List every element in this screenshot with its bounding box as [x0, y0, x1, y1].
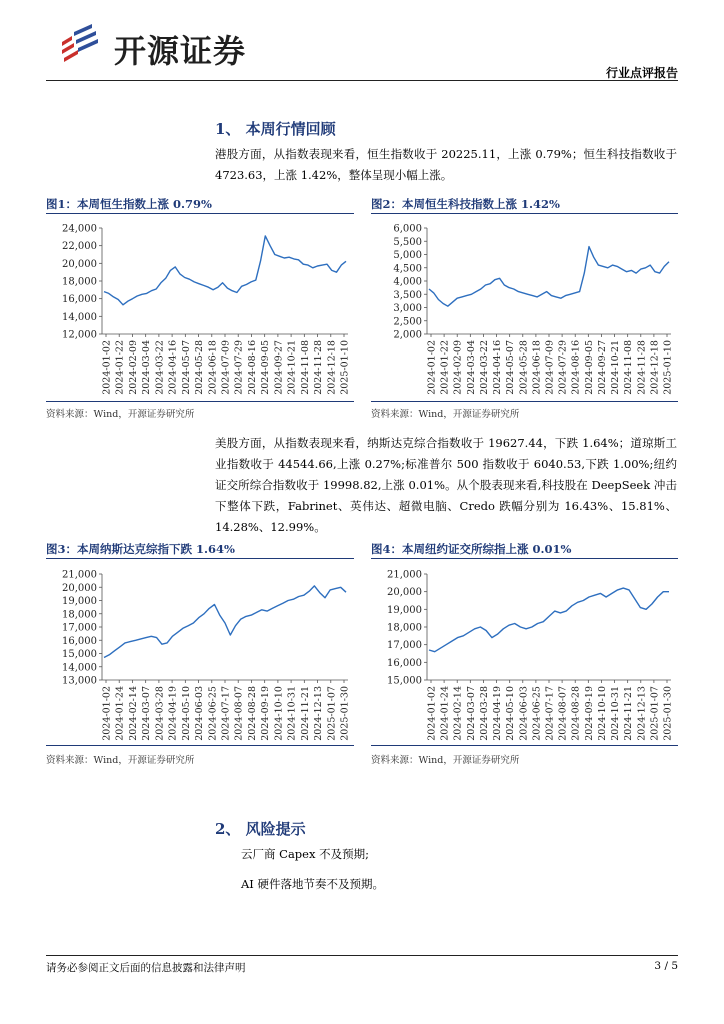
x-tick-label: 2024-01-02	[101, 686, 113, 741]
x-tick-label: 2024-05-07	[180, 340, 192, 395]
figure-4-chart	[371, 564, 679, 744]
figure-1-rule	[46, 213, 354, 214]
x-tick-label: 2024-01-22	[439, 340, 451, 395]
x-tick-label: 2024-08-28	[570, 686, 582, 741]
figure-4-bottom-rule	[371, 745, 678, 746]
x-tick-label: 2024-07-17	[220, 686, 232, 741]
paragraph-hk-market: 港股方面，从指数表现来看，恒生指数收于 20225.11，上涨 0.79%；恒生科技指数收于 4723.63，上涨 1.42%，整体呈现小幅上涨。	[215, 147, 677, 182]
x-tick-label: 2024-01-02	[426, 340, 438, 395]
x-tick-label: 2024-01-02	[426, 686, 438, 741]
x-tick-label: 2024-01-22	[114, 340, 126, 395]
x-tick-label: 2024-10-31	[610, 686, 622, 741]
y-tick-label: 2,000	[393, 329, 422, 341]
x-tick-label: 2024-07-09	[544, 340, 556, 395]
x-tick-label: 2024-04-19	[492, 686, 504, 741]
x-tick-label: 2024-03-28	[154, 686, 166, 741]
x-tick-label: 2024-06-03	[194, 686, 206, 741]
x-tick-label: 2024-08-28	[246, 686, 258, 741]
figure-1-source: 资料来源：Wind，开源证券研究所	[46, 409, 195, 420]
y-tick-label: 15,000	[62, 649, 97, 660]
figure-2-title: 图2：本周恒生科技指数上涨 1.42%	[371, 197, 560, 211]
x-tick-label: 2025-01-07	[326, 686, 338, 741]
y-tick-label: 14,000	[62, 662, 97, 674]
figure-3-chart	[46, 564, 356, 744]
x-tick-label: 2024-03-07	[141, 686, 153, 741]
x-tick-label: 2024-07-09	[220, 340, 232, 395]
x-tick-label: 2024-08-07	[233, 686, 245, 741]
x-tick-label: 2025-01-30	[662, 686, 674, 741]
x-tick-label: 2024-12-13	[313, 686, 325, 741]
company-logo	[52, 22, 272, 70]
y-tick-label: 16,000	[387, 657, 422, 669]
x-tick-label: 2024-03-04	[465, 340, 477, 395]
x-tick-label: 2024-11-28	[313, 340, 325, 395]
y-tick-label: 3,500	[393, 289, 422, 301]
x-tick-label: 2024-11-08	[623, 340, 635, 395]
x-tick-label: 2024-09-19	[583, 686, 595, 741]
index-series-line	[104, 586, 346, 658]
figure-3-source: 资料来源：Wind，开源证券研究所	[46, 755, 195, 766]
figure-1-chart	[46, 218, 356, 398]
x-tick-label: 2024-05-07	[505, 340, 517, 395]
x-tick-label: 2024-08-16	[246, 340, 258, 395]
x-tick-label: 2024-03-22	[478, 340, 490, 395]
x-tick-label: 2024-04-19	[167, 686, 179, 741]
y-tick-label: 18,000	[62, 609, 97, 621]
figure-2-source: 资料来源：Wind，开源证券研究所	[371, 409, 520, 420]
x-tick-label: 2024-07-29	[557, 340, 569, 395]
section-2-title: 2、 风险提示	[215, 820, 306, 838]
risk-item-capex: 云厂商 Capex 不及预期;	[241, 847, 369, 861]
y-tick-label: 20,000	[387, 587, 422, 599]
page-number: 3 / 5	[654, 960, 678, 972]
logo-mark-icon	[52, 22, 102, 66]
x-tick-label: 2024-11-21	[299, 686, 311, 741]
x-tick-label: 2024-06-03	[518, 686, 530, 741]
company-name: 开源证券	[114, 32, 247, 70]
x-tick-label: 2024-10-31	[286, 686, 298, 741]
x-tick-label: 2024-07-29	[233, 340, 245, 395]
x-tick-label: 2024-07-17	[544, 686, 556, 741]
x-tick-label: 2024-02-09	[127, 340, 139, 395]
y-tick-label: 14,000	[62, 311, 97, 323]
figure-4-title: 图4：本周纽约证交所综指上涨 0.01%	[371, 542, 572, 556]
header-divider	[46, 80, 678, 81]
x-tick-label: 2024-01-24	[114, 686, 126, 741]
index-series-line	[104, 236, 346, 305]
y-tick-label: 21,000	[62, 569, 97, 581]
x-tick-label: 2024-06-25	[207, 686, 219, 741]
x-tick-label: 2024-12-13	[636, 686, 648, 741]
x-tick-label: 2025-01-07	[649, 686, 661, 741]
x-tick-label: 2024-09-27	[596, 340, 608, 395]
x-tick-label: 2024-05-10	[505, 686, 517, 741]
y-tick-label: 4,000	[393, 276, 422, 288]
footer-divider	[46, 955, 678, 956]
risk-item-ai-hardware: AI 硬件落地节奏不及预期。	[241, 877, 385, 891]
y-tick-label: 17,000	[387, 640, 422, 652]
y-tick-label: 12,000	[62, 329, 97, 341]
y-tick-label: 19,000	[387, 604, 422, 616]
x-tick-label: 2024-09-05	[583, 340, 595, 395]
x-tick-label: 2024-01-02	[101, 340, 113, 395]
y-tick-label: 13,000	[62, 675, 97, 687]
y-tick-label: 6,000	[393, 223, 422, 235]
y-tick-label: 16,000	[62, 635, 97, 647]
y-tick-label: 21,000	[387, 569, 422, 581]
figure-3-title: 图3：本周纳斯达克综指下跌 1.64%	[46, 542, 235, 556]
y-tick-label: 22,000	[62, 241, 97, 253]
x-tick-label: 2024-12-18	[649, 340, 661, 395]
x-tick-label: 2024-02-14	[127, 686, 139, 741]
x-tick-label: 2024-10-10	[273, 686, 285, 741]
x-tick-label: 2024-04-16	[492, 340, 504, 395]
figure-1-bottom-rule	[46, 401, 354, 402]
x-tick-label: 2024-01-24	[439, 686, 451, 741]
figure-3-bottom-rule	[46, 745, 354, 746]
x-tick-label: 2024-06-18	[531, 340, 543, 395]
x-tick-label: 2024-03-22	[154, 340, 166, 395]
x-tick-label: 2024-10-21	[286, 340, 298, 395]
x-tick-label: 2025-01-10	[662, 340, 674, 395]
y-tick-label: 4,500	[393, 263, 422, 275]
x-tick-label: 2024-08-07	[557, 686, 569, 741]
figure-2-bottom-rule	[371, 401, 678, 402]
x-tick-label: 2024-04-16	[167, 340, 179, 395]
x-tick-label: 2024-06-18	[207, 340, 219, 395]
x-tick-label: 2024-05-28	[518, 340, 530, 395]
x-tick-label: 2024-09-27	[273, 340, 285, 395]
y-tick-label: 18,000	[387, 622, 422, 634]
x-tick-label: 2024-03-28	[478, 686, 490, 741]
x-tick-label: 2024-09-19	[260, 686, 272, 741]
x-tick-label: 2024-03-07	[465, 686, 477, 741]
x-tick-label: 2024-10-21	[610, 340, 622, 395]
y-tick-label: 15,000	[387, 675, 422, 687]
x-tick-label: 2024-03-04	[141, 340, 153, 395]
x-tick-label: 2024-02-09	[452, 340, 464, 395]
figure-4-rule	[371, 558, 678, 559]
figure-2-rule	[371, 213, 678, 214]
x-tick-label: 2024-08-16	[570, 340, 582, 395]
figure-2-chart	[371, 218, 679, 398]
footer-disclaimer: 请务必参阅正文后面的信息披露和法律声明	[46, 962, 246, 974]
y-tick-label: 24,000	[62, 223, 97, 235]
x-tick-label: 2024-05-28	[194, 340, 206, 395]
x-tick-label: 2024-10-10	[596, 686, 608, 741]
y-tick-label: 5,500	[393, 236, 422, 248]
figure-4-source: 资料来源：Wind，开源证券研究所	[371, 755, 520, 766]
y-tick-label: 2,500	[393, 316, 422, 328]
x-tick-label: 2025-01-30	[339, 686, 351, 741]
y-tick-label: 18,000	[62, 276, 97, 288]
figure-3-rule	[46, 558, 354, 559]
index-series-line	[429, 247, 669, 307]
y-tick-label: 20,000	[62, 582, 97, 594]
y-tick-label: 5,000	[393, 250, 422, 261]
y-tick-label: 19,000	[62, 596, 97, 607]
x-tick-label: 2025-01-10	[339, 340, 351, 395]
index-series-line	[429, 588, 669, 652]
x-tick-label: 2024-05-10	[180, 686, 192, 741]
x-tick-label: 2024-11-28	[636, 340, 648, 395]
y-tick-label: 17,000	[62, 622, 97, 634]
y-tick-label: 3,000	[393, 303, 422, 314]
section-1-title: 1、 本周行情回顾	[215, 120, 336, 138]
x-tick-label: 2024-06-25	[531, 686, 543, 741]
x-tick-label: 2024-12-18	[326, 340, 338, 395]
figure-1-title: 图1：本周恒生指数上涨 0.79%	[46, 197, 212, 211]
report-type-label: 行业点评报告	[605, 66, 678, 80]
y-tick-label: 16,000	[62, 294, 97, 306]
x-tick-label: 2024-02-14	[452, 686, 464, 741]
y-tick-label: 20,000	[62, 258, 97, 270]
paragraph-us-market: 美股方面，从指数表现来看，纳斯达克综合指数收于 19627.44，下跌 1.64%；道琼斯工业指数收于 44544.66,上涨 0.27%;标准普尔 500 指数收于 6040.53,下跌 1.00%;纽约证交所综合指数收于 19998.82,上涨 0.01%。从个股表现来看,科技股在 DeepSeek 冲击下整体下跌，Fabrinet、英伟达、超微电脑、Credo 跌幅分别为 16.43%、15.81%、14.28%、12.99%。	[215, 436, 677, 534]
x-tick-label: 2024-11-08	[299, 340, 311, 395]
x-tick-label: 2024-11-21	[623, 686, 635, 741]
x-tick-label: 2024-09-05	[260, 340, 272, 395]
